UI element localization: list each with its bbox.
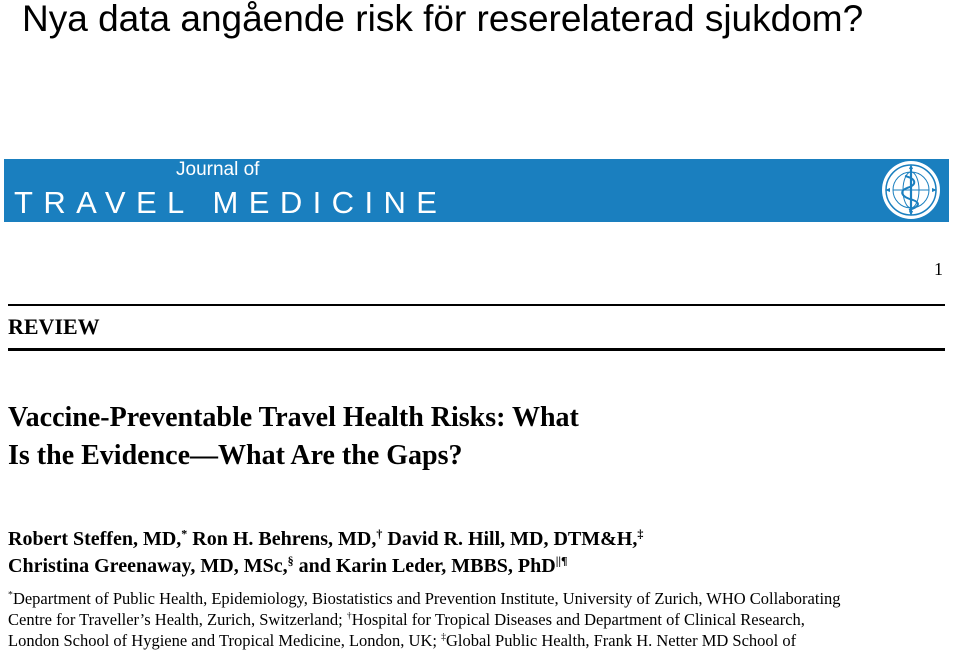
author-mark: * <box>181 526 188 541</box>
affiliation-line <box>8 609 953 630</box>
author-mark: † <box>376 526 383 541</box>
author-hill: David R. Hill, MD, DTM&H, <box>382 528 638 550</box>
affiliation-mark: * <box>8 589 13 601</box>
author-greenaway: Christina Greenaway, MD, MSc, <box>8 555 288 577</box>
author-behrens: Ron H. Behrens, MD, <box>187 528 377 550</box>
affiliation-line <box>8 630 953 651</box>
slide-title: Nya data angående risk för reserelaterad sjukdom? <box>22 0 864 39</box>
article-title-line: Vaccine-Preventable Travel Health Risks: What <box>8 402 579 433</box>
author-line <box>8 553 948 580</box>
journal-seal-icon <box>881 160 941 220</box>
affiliation-text: Department of Public Health, Epidemiology, Biostatistics and Prevention Institute, University of Zurich, WHO Collaborating <box>12 589 841 608</box>
journal-name: TRAVEL MEDICINE <box>14 185 448 220</box>
bottom-rule <box>8 348 945 351</box>
article-title <box>8 399 908 475</box>
journal-banner <box>4 159 949 222</box>
author-mark: § <box>287 553 294 568</box>
affiliation-line <box>8 588 953 609</box>
author-steffen: Robert Steffen, MD, <box>8 528 182 550</box>
article-title-line: Is the Evidence—What Are the Gaps? <box>8 440 463 471</box>
section-label: REVIEW <box>8 314 100 339</box>
affiliation-text: Centre for Traveller’s Health, Zurich, Switzerland; <box>8 610 347 629</box>
affiliation-mark: † <box>346 610 352 622</box>
affiliation-text: Global Public Health, Frank H. Netter MD School of <box>446 631 797 650</box>
author-mark: ‡ <box>637 526 644 541</box>
page-number: 1 <box>934 259 943 279</box>
affiliation-mark: ‡ <box>441 631 447 643</box>
top-rule <box>8 304 945 306</box>
affiliations <box>8 588 953 651</box>
author-mark: ||¶ <box>555 553 568 568</box>
author-list <box>8 526 948 580</box>
author-line <box>8 526 948 553</box>
journal-of-label: Journal of <box>176 159 260 180</box>
affiliation-text: London School of Hygiene and Tropical Medicine, London, UK; <box>8 631 442 650</box>
affiliation-text: Hospital for Tropical Diseases and Department of Clinical Research, <box>351 610 805 629</box>
author-leder: and Karin Leder, MBBS, PhD <box>293 555 556 577</box>
